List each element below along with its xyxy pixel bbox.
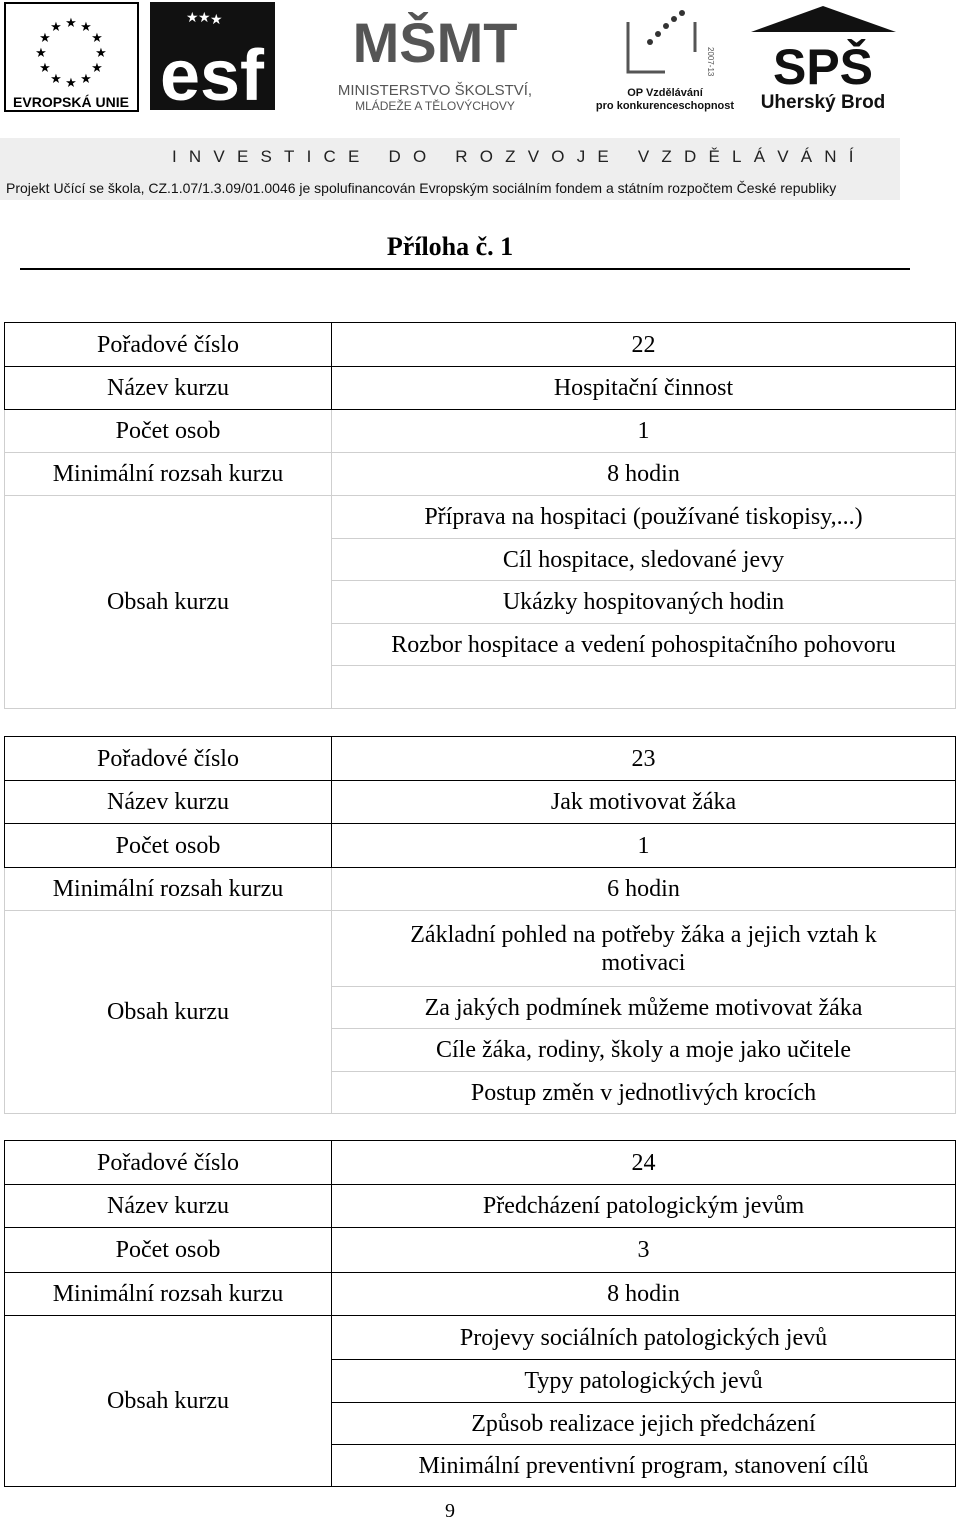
svg-text:Uherský Brod: Uherský Brod [760, 92, 886, 112]
label-poradove-cislo: Pořadové číslo [5, 1141, 332, 1185]
svg-text:★: ★ [65, 16, 77, 31]
table-row [5, 1273, 956, 1316]
course-duration: 6 hodin [332, 868, 956, 911]
svg-text:★: ★ [198, 10, 211, 26]
svg-text:★: ★ [91, 31, 103, 46]
table-row [5, 367, 956, 410]
page-number: 9 [445, 1500, 455, 1522]
label-minimalni-rozsah: Minimální rozsah kurzu [5, 453, 332, 496]
course-table [4, 322, 956, 709]
label-pocet-osob: Počet osob [5, 410, 332, 453]
title-underline [20, 268, 910, 270]
table-row [5, 453, 956, 496]
table-row [5, 1316, 956, 1360]
table-row [5, 911, 956, 987]
course-number: 24 [332, 1141, 956, 1185]
msmt-logo [318, 2, 553, 114]
label-minimalni-rozsah: Minimální rozsah kurzu [5, 868, 332, 911]
course-content-item: Typy patologických jevů [332, 1360, 956, 1403]
course-name: Předcházení patologickým jevům [332, 1185, 956, 1228]
svg-text:★: ★ [35, 46, 47, 61]
course-content-empty [332, 666, 956, 709]
table-row [5, 868, 956, 911]
label-minimalni-rozsah: Minimální rozsah kurzu [5, 1273, 332, 1316]
table-row [5, 737, 956, 781]
label-pocet-osob: Počet osob [5, 1228, 332, 1273]
label-nazev-kurzu: Název kurzu [5, 367, 332, 410]
course-persons: 1 [332, 824, 956, 868]
svg-text:MINISTERSTVO ŠKOLSTVÍ,: MINISTERSTVO ŠKOLSTVÍ, [337, 82, 533, 99]
page-title: Příloha č. 1 [386, 232, 514, 261]
svg-text:★: ★ [186, 10, 199, 26]
svg-text:★: ★ [95, 46, 107, 61]
svg-text:MLÁDEŽE A TĚLOVÝCHOVY: MLÁDEŽE A TĚLOVÝCHOVY [355, 99, 515, 113]
course-content-item: Cíle žáka, rodiny, školy a moje jako učitele [332, 1029, 956, 1072]
course-number: 22 [332, 323, 956, 367]
course-duration: 8 hodin [332, 453, 956, 496]
table-row [5, 410, 956, 453]
course-content-item: Příprava na hospitaci (používané tiskopisy,...) [332, 496, 956, 539]
label-obsah-kurzu: Obsah kurzu [5, 911, 332, 1114]
course-name: Hospitační činnost [332, 367, 956, 410]
esf-logo [150, 2, 275, 110]
table-row [5, 824, 956, 868]
label-poradove-cislo: Pořadové číslo [5, 323, 332, 367]
svg-text:★: ★ [91, 61, 103, 76]
eu-flag-logo [4, 2, 139, 112]
project-funding-note: Projekt Učící se škola, CZ.1.07/1.3.09/01.0046 je spolufinancován Evropským sociálním fondem a státním rozpočtem České republiky [6, 180, 837, 196]
svg-text:★: ★ [50, 20, 62, 35]
label-nazev-kurzu: Název kurzu [5, 781, 332, 824]
label-nazev-kurzu: Název kurzu [5, 1185, 332, 1228]
course-content-item: Projevy sociálních patologických jevů [332, 1316, 956, 1360]
course-content-item: Cíl hospitace, sledované jevy [332, 539, 956, 581]
label-poradove-cislo: Pořadové číslo [5, 737, 332, 781]
svg-text:★: ★ [210, 12, 223, 28]
svg-text:esf: esf [159, 36, 265, 110]
svg-text:SPŠ: SPŠ [772, 39, 874, 95]
course-number: 23 [332, 737, 956, 781]
label-obsah-kurzu: Obsah kurzu [5, 496, 332, 709]
table-row [5, 1228, 956, 1273]
course-content-item: Způsob realizace jejich předcházení [332, 1403, 956, 1445]
course-content-item: Rozbor hospitace a vedení pohospitačního pohovoru [332, 624, 956, 666]
op-vzdelavani-logo [590, 2, 740, 112]
sps-uhersky-brod-logo [746, 2, 901, 112]
svg-text:★: ★ [39, 31, 51, 46]
course-name: Jak motivovat žáka [332, 781, 956, 824]
table-row [5, 1141, 956, 1185]
course-content-item: Ukázky hospitovaných hodin [332, 581, 956, 624]
course-content-item: Za jakých podmínek můžeme motivovat žáka [332, 987, 956, 1029]
investice-slogan: INVESTICE DO ROZVOJE VZDĚLÁVÁNÍ [172, 147, 866, 166]
svg-text:★: ★ [50, 72, 62, 87]
svg-text:2007-13: 2007-13 [706, 47, 715, 77]
svg-text:pro konkurenceschopnost: pro konkurenceschopnost [595, 100, 735, 112]
svg-text:★: ★ [65, 76, 77, 91]
course-table [4, 736, 956, 1114]
table-row [5, 323, 956, 367]
svg-text:OP Vzdělávání: OP Vzdělávání [627, 87, 703, 99]
course-table [4, 1140, 956, 1487]
label-obsah-kurzu: Obsah kurzu [5, 1316, 332, 1487]
svg-text:★: ★ [80, 72, 92, 87]
course-content-item: Postup změn v jednotlivých krocích [332, 1072, 956, 1114]
table-row [5, 496, 956, 539]
label-pocet-osob: Počet osob [5, 824, 332, 868]
course-persons: 1 [332, 410, 956, 453]
svg-text:MŠMT: MŠMT [352, 11, 518, 74]
table-row [5, 781, 956, 824]
course-content-item: Minimální preventivní program, stanovení cílů [332, 1445, 956, 1487]
svg-text:★: ★ [80, 20, 92, 35]
svg-text:EVROPSKÁ UNIE: EVROPSKÁ UNIE [13, 94, 129, 110]
course-content-item: Základní pohled na potřeby žáka a jejich vztah k motivaci [332, 911, 956, 987]
course-duration: 8 hodin [332, 1273, 956, 1316]
table-row [5, 1185, 956, 1228]
course-persons: 3 [332, 1228, 956, 1273]
svg-text:★: ★ [39, 61, 51, 76]
